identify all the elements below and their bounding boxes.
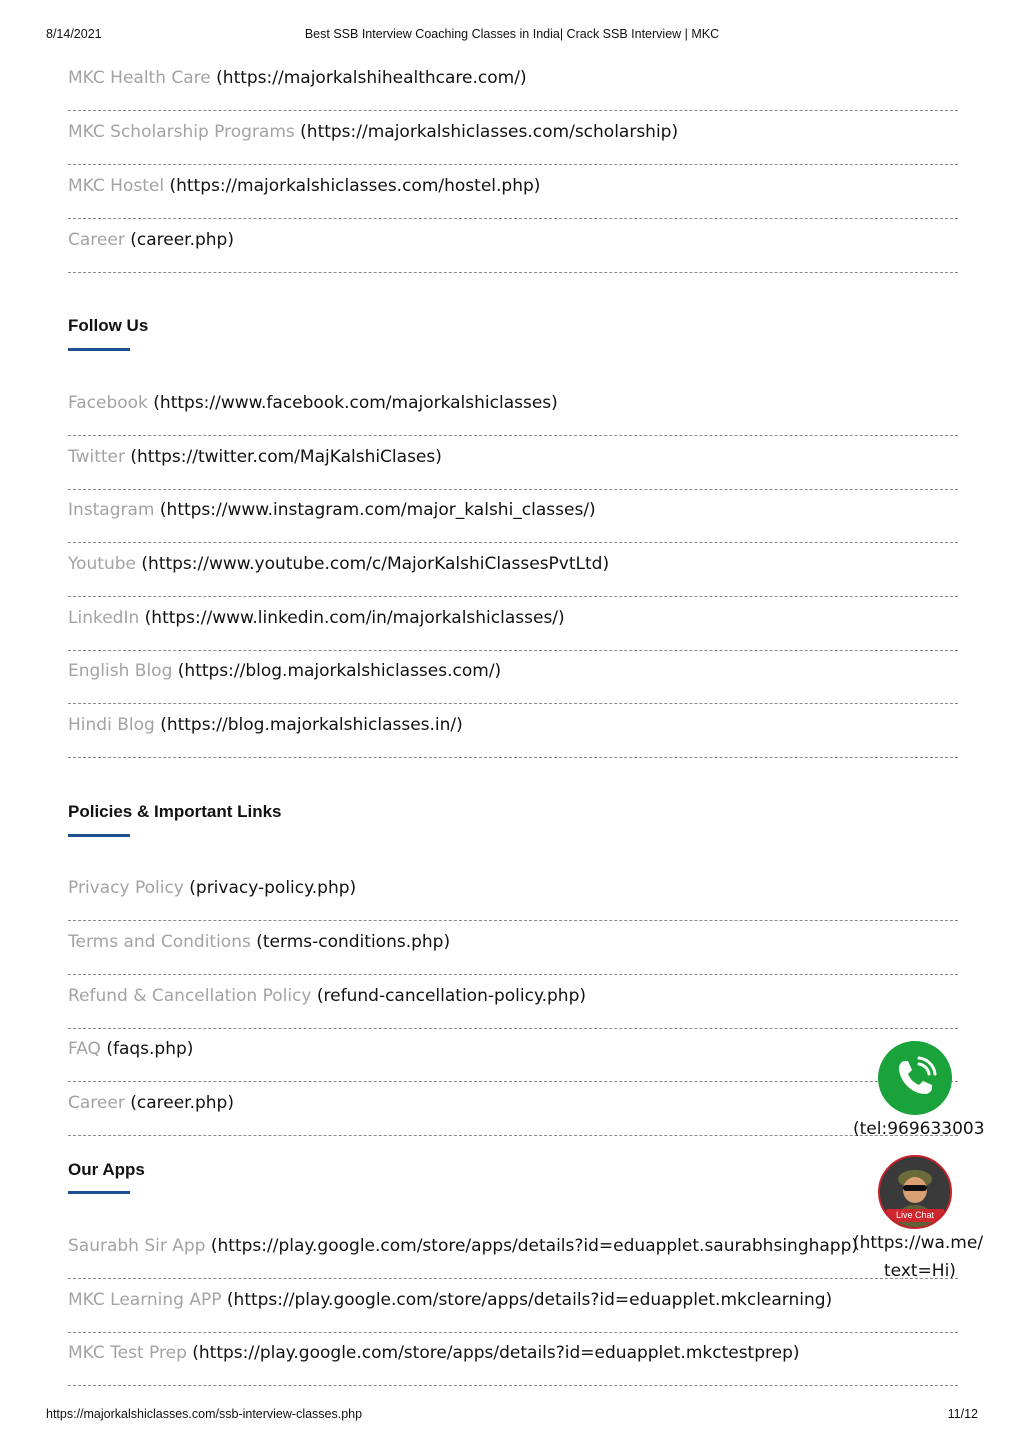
- our-apps-heading: Our Apps: [68, 1160, 145, 1179]
- link-label[interactable]: Career: [68, 1093, 125, 1113]
- link-label[interactable]: Youtube: [68, 554, 136, 574]
- link-url: (https://www.facebook.com/majorkalshiclasses): [153, 393, 558, 413]
- link-url: (https://blog.majorkalshiclasses.com/): [177, 661, 502, 681]
- link-label[interactable]: MKC Health Care: [68, 68, 211, 88]
- link-row-scholarship[interactable]: [68, 111, 958, 165]
- link-row-instagram[interactable]: [68, 489, 958, 543]
- link-label[interactable]: MKC Scholarship Programs: [68, 122, 295, 142]
- link-row-facebook[interactable]: [68, 382, 958, 436]
- print-date: 8/14/2021: [46, 27, 102, 41]
- follow-us-heading: Follow Us: [68, 316, 149, 335]
- phone-icon: [878, 1041, 952, 1115]
- link-row-mkc-learning[interactable]: [68, 1279, 958, 1333]
- chat-link-text-line2[interactable]: text=Hi): [884, 1261, 956, 1281]
- link-url: (https://www.youtube.com/c/MajorKalshiClassesPvtLtd): [141, 554, 610, 574]
- call-link-text[interactable]: (tel:969633003: [853, 1119, 985, 1139]
- link-row-refund[interactable]: [68, 975, 958, 1029]
- print-header: [46, 27, 978, 45]
- link-label[interactable]: MKC Hostel: [68, 176, 165, 196]
- link-url: (refund-cancellation-policy.php): [316, 986, 586, 1006]
- link-label[interactable]: Privacy Policy: [68, 878, 184, 898]
- policies-heading: Policies & Important Links: [68, 802, 282, 821]
- link-url: (https://majorkalshiclasses.com/hostel.php): [169, 176, 541, 196]
- link-url: (https://majorkalshihealthcare.com/): [216, 68, 527, 88]
- heading-underline: [68, 1191, 130, 1194]
- link-row-terms[interactable]: [68, 921, 958, 975]
- link-row-english-blog[interactable]: [68, 650, 958, 704]
- link-label[interactable]: Saurabh Sir App: [68, 1236, 206, 1256]
- link-label[interactable]: Career: [68, 230, 125, 250]
- live-chat-button[interactable]: [878, 1155, 952, 1229]
- link-row-health-care[interactable]: [68, 57, 958, 111]
- chat-link-text-line1[interactable]: (https://wa.me/: [853, 1233, 984, 1253]
- link-url: (https://play.google.com/store/apps/details?id=eduapplet.mkctestprep): [192, 1343, 800, 1363]
- link-label[interactable]: Hindi Blog: [68, 715, 155, 735]
- link-row-linkedin[interactable]: [68, 597, 958, 651]
- link-row-hostel[interactable]: [68, 165, 958, 219]
- link-url: (faqs.php): [106, 1039, 194, 1059]
- print-page-title: Best SSB Interview Coaching Classes in India| Crack SSB Interview | MKC: [304, 27, 720, 41]
- link-url: (https://blog.majorkalshiclasses.in/): [160, 715, 463, 735]
- link-url: (https://www.instagram.com/major_kalshi_classes/): [159, 500, 596, 520]
- link-label[interactable]: English Blog: [68, 661, 173, 681]
- link-row-twitter[interactable]: [68, 436, 958, 490]
- link-label[interactable]: LinkedIn: [68, 608, 140, 628]
- link-label[interactable]: Facebook: [68, 393, 148, 413]
- link-row-mkc-test-prep[interactable]: [68, 1332, 958, 1386]
- link-label[interactable]: Twitter: [68, 447, 125, 467]
- link-row-privacy-policy[interactable]: [68, 867, 958, 921]
- link-url: (privacy-policy.php): [189, 878, 357, 898]
- link-url: (https://play.google.com/store/apps/details?id=eduapplet.saurabhsinghapp): [210, 1236, 859, 1256]
- link-label[interactable]: MKC Test Prep: [68, 1343, 187, 1363]
- heading-underline: [68, 834, 130, 837]
- link-row-hindi-blog[interactable]: [68, 704, 958, 758]
- link-url: (https://twitter.com/MajKalshiClases): [130, 447, 442, 467]
- link-url: (https://majorkalshiclasses.com/scholarship): [300, 122, 679, 142]
- link-url: (https://www.linkedin.com/in/majorkalshiclasses/): [144, 608, 565, 628]
- link-row-saurabh-app[interactable]: [68, 1225, 958, 1279]
- link-row-faq[interactable]: [68, 1028, 958, 1082]
- link-url: (https://play.google.com/store/apps/details?id=eduapplet.mkclearning): [226, 1290, 833, 1310]
- print-footer: [46, 1407, 978, 1425]
- link-url: (terms-conditions.php): [256, 932, 451, 952]
- print-url: https://majorkalshiclasses.com/ssb-interview-classes.php: [46, 1407, 363, 1421]
- heading-underline: [68, 348, 130, 351]
- link-label[interactable]: MKC Learning APP: [68, 1290, 222, 1310]
- link-url: (career.php): [130, 230, 234, 250]
- link-url: (career.php): [130, 1093, 234, 1113]
- link-row-career-2[interactable]: [68, 1082, 958, 1136]
- link-label[interactable]: Instagram: [68, 500, 155, 520]
- call-button[interactable]: [878, 1041, 952, 1115]
- link-row-youtube[interactable]: [68, 543, 958, 597]
- link-row-career[interactable]: [68, 219, 958, 273]
- link-label[interactable]: FAQ: [68, 1039, 101, 1059]
- link-label[interactable]: Terms and Conditions: [68, 932, 251, 952]
- page-number: 11/12: [947, 1407, 978, 1421]
- link-label[interactable]: Refund & Cancellation Policy: [68, 986, 312, 1006]
- live-chat-badge: Live Chat: [886, 1209, 944, 1222]
